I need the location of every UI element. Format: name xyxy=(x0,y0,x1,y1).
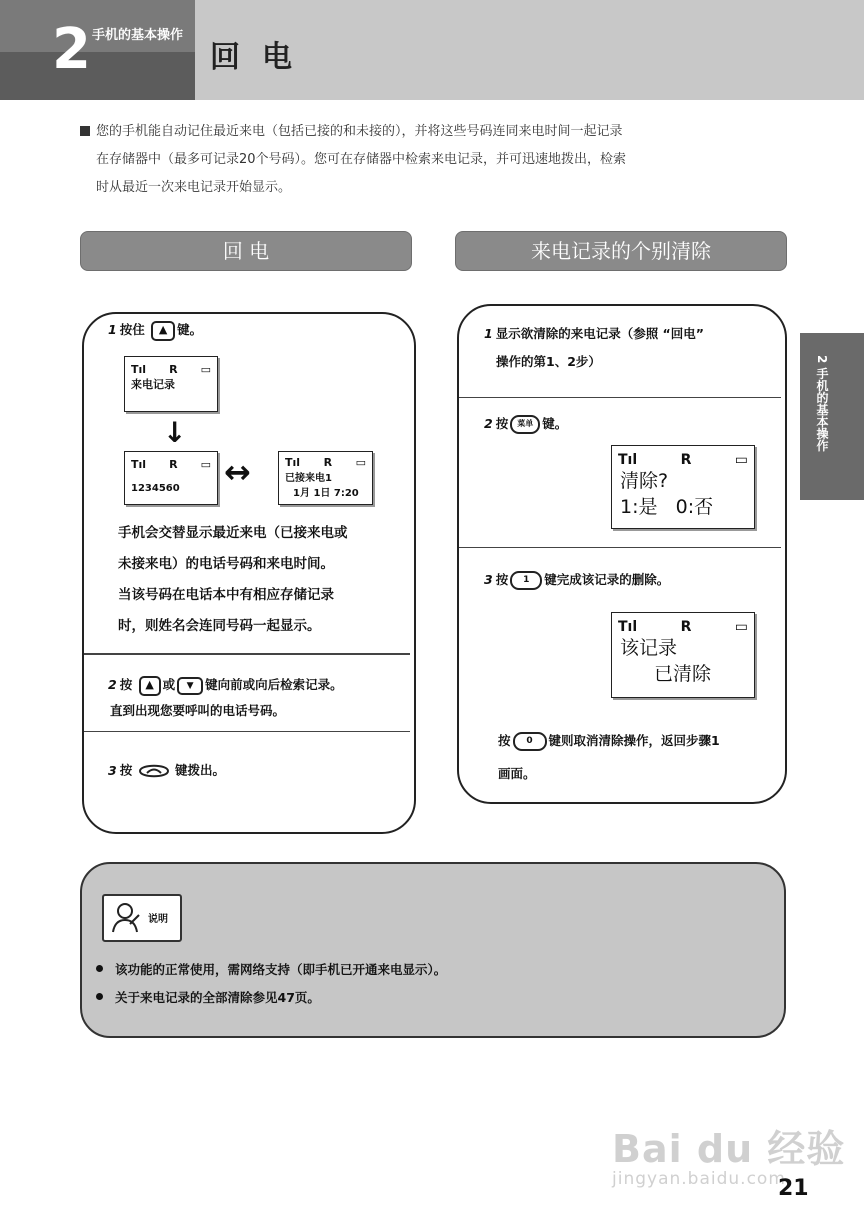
lcd-text: 1:是 0:否 xyxy=(620,496,714,518)
note-item xyxy=(96,988,320,1006)
step-text: 或 xyxy=(162,677,176,692)
arrow-both-icon: ↔ xyxy=(224,453,251,491)
square-bullet-icon xyxy=(80,126,90,136)
divider xyxy=(459,547,781,548)
signal-icon: Tıl xyxy=(618,619,638,635)
lcd-text: 已接来电1 xyxy=(285,473,332,484)
signal-icon: Tıl xyxy=(131,458,147,471)
lcd-text: 已清除 xyxy=(654,663,712,685)
roaming-icon: R xyxy=(680,619,692,635)
step-text: 键拨出。 xyxy=(174,762,225,778)
chapter-name: 手机的基本操作 xyxy=(92,28,184,43)
divider xyxy=(84,653,410,655)
step-text: 操作的第1、2步） xyxy=(496,354,601,369)
note-badge xyxy=(102,894,182,942)
roaming-icon: R xyxy=(169,458,178,471)
chapter-side-tab xyxy=(800,333,864,500)
key-1-icon: 1 xyxy=(510,571,542,590)
menu-key-icon: 菜单 xyxy=(510,415,540,434)
intro-line: 在存储器中（最多可记录20个号码）。您可在存储器中检索来电记录，并可迅速地拨出，检索 xyxy=(96,152,627,167)
step-text: 按 xyxy=(495,572,509,587)
battery-icon: ▭ xyxy=(734,619,748,635)
desc-line: 手机会交替显示最近来电（已接来电或 xyxy=(118,525,348,541)
notes-box xyxy=(80,862,786,1038)
left-description xyxy=(118,518,408,642)
watermark-url: jingyan.baidu.com xyxy=(612,1169,786,1189)
left-step-3 xyxy=(108,760,225,782)
baidu-watermark xyxy=(612,1118,845,1189)
lcd-text: 1月 1日 7:20 xyxy=(293,488,359,499)
person-note-icon xyxy=(108,900,142,934)
step-text: 键。 xyxy=(542,416,568,431)
step-text: 按住 xyxy=(119,322,145,337)
battery-icon: ▭ xyxy=(200,363,211,376)
left-section-header: 回 电 xyxy=(80,231,412,271)
lcd-text: 1234560 xyxy=(131,483,180,494)
note-text: 关于来电记录的全部清除参见47页。 xyxy=(115,990,320,1005)
step-text: 键则取消清除操作，返回步骤1 xyxy=(548,733,720,748)
signal-icon: Tıl xyxy=(618,452,638,468)
lcd-text: 该记录 xyxy=(620,637,678,659)
chapter-badge xyxy=(0,0,195,100)
up-key-icon: ▲ xyxy=(139,676,161,696)
intro-paragraph xyxy=(80,118,780,202)
step-number: 1 xyxy=(484,326,493,341)
note-item xyxy=(96,960,446,978)
send-key-icon xyxy=(137,760,171,782)
left-step-1 xyxy=(108,320,202,341)
side-tab-label: 2 手机的基本操作 xyxy=(815,355,829,452)
step-text: 按 xyxy=(495,416,509,431)
page-title: 回电 xyxy=(210,40,314,75)
key-0-icon: 0 xyxy=(513,732,547,751)
right-step-2 xyxy=(484,414,567,434)
right-step-3 xyxy=(484,570,669,590)
divider xyxy=(84,731,410,732)
roaming-icon: R xyxy=(323,456,333,469)
desc-line: 未接来电）的电话号码和来电时间。 xyxy=(118,556,334,572)
step-number: 3 xyxy=(484,572,493,587)
lcd-text: 来电记录 xyxy=(131,378,175,391)
intro-line: 您的手机能自动记住最近来电（包括已接的和未接的），并将这些号码连同来电时间一起记录 xyxy=(96,124,623,139)
step-number: 2 xyxy=(108,677,117,692)
notes-title: 说明 xyxy=(148,914,168,925)
note-text: 该功能的正常使用，需网络支持（即手机已开通来电显示）。 xyxy=(115,962,447,977)
watermark-logo: Bai du 经验 xyxy=(612,1127,846,1171)
bullet-icon xyxy=(96,965,103,972)
step-number: 3 xyxy=(108,762,117,778)
intro-line: 时从最近一次来电记录开始显示。 xyxy=(96,180,292,195)
down-key-icon: ▼ xyxy=(177,677,203,695)
right-step-1 xyxy=(484,320,704,376)
step-number: 2 xyxy=(484,416,493,431)
step-text: 键完成该记录的删除。 xyxy=(544,572,670,587)
roaming-icon: R xyxy=(680,452,692,468)
step-text: 按 xyxy=(498,733,511,748)
step-text: 显示欲清除的来电记录（参照 “回电” xyxy=(495,326,704,341)
chapter-number: 2 xyxy=(52,17,91,82)
battery-icon: ▭ xyxy=(355,456,366,469)
arrow-down-icon: ↓ xyxy=(163,416,187,449)
step-text: 按 xyxy=(119,762,133,778)
step-text: 按 xyxy=(119,677,133,692)
signal-icon: Tıl xyxy=(131,363,147,376)
battery-icon: ▭ xyxy=(734,452,748,468)
step-text: 画面。 xyxy=(498,766,536,781)
lcd-screen-time xyxy=(278,451,373,505)
bullet-icon xyxy=(96,993,103,1000)
step-text: 键。 xyxy=(177,322,203,337)
lcd-screen-records xyxy=(124,356,218,412)
left-step-2 xyxy=(108,672,343,724)
desc-line: 时，则姓名会连同号码一起显示。 xyxy=(118,618,321,634)
step-text: 直到出现您要呼叫的电话号码。 xyxy=(110,703,286,718)
up-key-icon: ▲ xyxy=(151,321,175,341)
lcd-screen-number xyxy=(124,451,218,505)
page-number: 21 xyxy=(778,1176,809,1201)
divider xyxy=(459,397,781,398)
step-text: 键向前或向后检索记录。 xyxy=(205,677,343,692)
right-cancel-note xyxy=(498,724,720,790)
right-section-header: 来电记录的个别清除 xyxy=(455,231,787,271)
desc-line: 当该号码在电话本中有相应存储记录 xyxy=(118,587,334,603)
step-number: 1 xyxy=(108,322,117,337)
signal-icon: Tıl xyxy=(285,456,301,469)
roaming-icon: R xyxy=(169,363,178,376)
lcd-screen-clear xyxy=(611,445,755,529)
lcd-text: 清除? xyxy=(620,470,669,492)
battery-icon: ▭ xyxy=(200,458,211,471)
lcd-screen-cleared xyxy=(611,612,755,698)
